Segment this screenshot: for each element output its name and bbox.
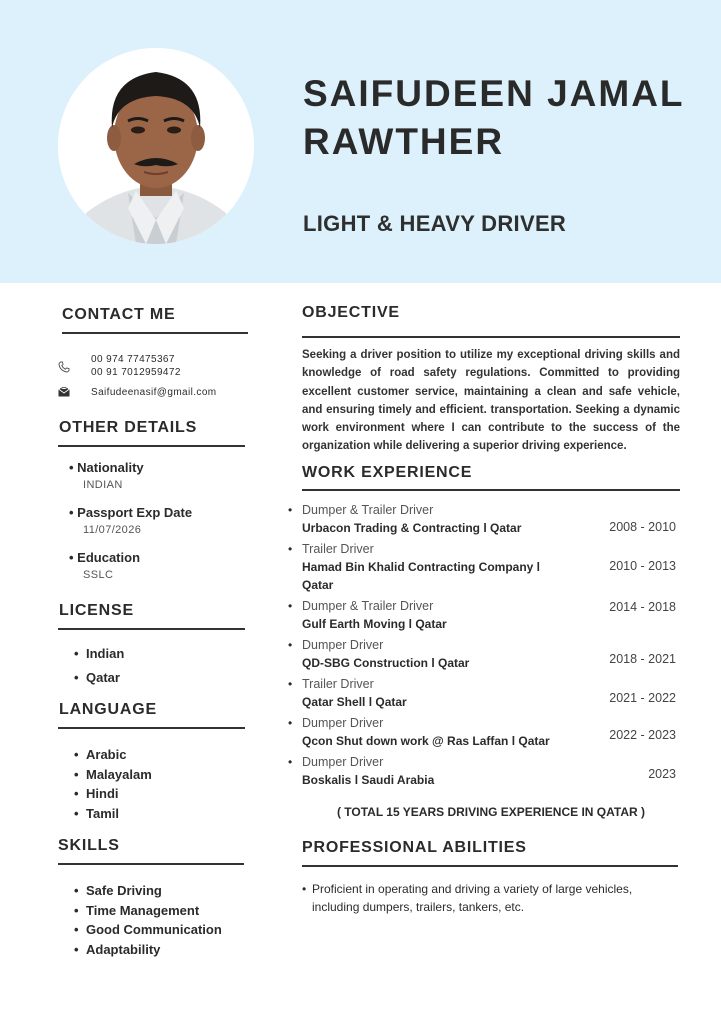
list-item: • Qatar	[72, 666, 248, 690]
job-company: Qatar Shell l Qatar	[302, 694, 407, 709]
list-item: • Good Communication	[72, 920, 248, 940]
work-experience-list	[302, 503, 680, 789]
job-years: 2023	[648, 766, 676, 781]
list-item: • Tamil	[72, 804, 248, 824]
job-company: QD-SBG Construction l Qatar	[302, 655, 470, 670]
list-item: • Hindi	[72, 784, 248, 804]
detail-label: Education	[77, 550, 141, 565]
profile-photo	[58, 48, 254, 244]
phone-number-1: 00 974 77475367	[91, 354, 175, 365]
job-company: Boskalis l Saudi Arabia	[302, 772, 435, 787]
detail-value: SSLC	[83, 569, 114, 581]
job-entry	[288, 542, 680, 594]
job-company: Qcon Shut down work @ Ras Laffan l Qatar	[302, 733, 550, 748]
job-role: LIGHT & HEAVY DRIVER	[303, 211, 567, 236]
job-company: Gulf Earth Moving l Qatar	[302, 616, 447, 631]
job-entry	[288, 677, 680, 711]
skills-title: SKILLS	[58, 837, 120, 854]
candidate-name: SAIFUDEEN JAMAL RAWTHER	[303, 73, 684, 162]
envelope-icon	[58, 387, 80, 400]
detail-item: • Nationality INDIAN	[69, 460, 248, 491]
total-experience: ( TOTAL 15 YEARS DRIVING EXPERIENCE IN QATAR )	[336, 804, 646, 819]
license-divider	[58, 628, 245, 630]
abilities-title: PROFESSIONAL ABILITIES	[302, 838, 527, 856]
job-title: • Dumper & Trailer Driver	[302, 598, 434, 613]
job-title: • Dumper Driver	[302, 715, 384, 730]
job-entry	[288, 599, 680, 633]
detail-item: • Education SSLC	[69, 550, 248, 581]
detail-label: Passport Exp Date	[77, 505, 193, 520]
detail-item: • Passport Exp Date 11/07/2026	[69, 505, 248, 536]
job-entry	[288, 503, 680, 537]
phone-number-2: 00 91 7012959472	[91, 367, 181, 378]
detail-value: INDIAN	[83, 479, 123, 491]
ability-item: • Proficient in operating and driving a variety of large vehicles, including dumpers, trailers, tankers, etc.	[302, 880, 680, 916]
job-years: 2010 - 2013	[609, 558, 676, 573]
skills-list	[58, 881, 248, 959]
list-item: • Indian	[72, 642, 248, 666]
job-years: 2021 - 2022	[609, 690, 676, 705]
job-title: • Dumper & Trailer Driver	[302, 502, 434, 517]
job-years: 2014 - 2018	[609, 599, 676, 614]
job-company: Hamad Bin Khalid Contracting Company l Qatar	[302, 559, 541, 592]
work-experience-title: WORK EXPERIENCE	[302, 463, 473, 481]
list-item: • Time Management	[72, 901, 248, 921]
job-title: • Trailer Driver	[302, 676, 374, 691]
job-company: Urbacon Trading & Contracting l Qatar	[302, 520, 522, 535]
work-experience-divider	[302, 489, 680, 491]
job-years: 2008 - 2010	[609, 519, 676, 534]
email-row	[58, 387, 248, 400]
job-entry	[288, 716, 680, 750]
contact-section	[58, 306, 248, 324]
list-item: • Malayalam	[72, 765, 248, 785]
job-entry	[288, 638, 680, 672]
email-address: Saifudeenasif@gmail.com	[91, 387, 217, 398]
job-title: • Dumper Driver	[302, 637, 384, 652]
list-item: • Arabic	[72, 745, 248, 765]
header-banner	[0, 0, 721, 283]
job-title: • Dumper Driver	[302, 754, 384, 769]
right-column	[302, 283, 680, 916]
other-details-list	[58, 460, 248, 581]
language-title: LANGUAGE	[59, 701, 157, 718]
list-item: • Adaptability	[72, 940, 248, 960]
language-divider	[58, 727, 245, 729]
phone-row	[58, 354, 248, 378]
license-title: LICENSE	[59, 602, 134, 619]
phone-icon	[58, 354, 80, 376]
objective-title: OBJECTIVE	[302, 304, 400, 321]
other-details-title: OTHER DETAILS	[59, 419, 198, 436]
language-list	[58, 745, 248, 823]
abilities-divider	[302, 865, 678, 867]
skills-divider	[58, 863, 244, 865]
contact-title: CONTACT ME	[62, 306, 176, 323]
job-years: 2018 - 2021	[609, 651, 676, 666]
job-title: • Trailer Driver	[302, 541, 374, 556]
list-item: • Safe Driving	[72, 881, 248, 901]
job-years: 2022 - 2023	[609, 727, 676, 742]
detail-label: Nationality	[77, 460, 144, 475]
left-column	[58, 283, 248, 959]
job-entry	[288, 755, 680, 789]
objective-text: Seeking a driver position to utilize my exceptional driving skills and knowledge of road safety regulations. Committed to providing excellent customer service, maintaining a clean and safe vehicle, and ensuring timely and efficient. transportation. Seeking a dynamic work environment where I can contribute to the success of the organization while delivering a superior driving experience.	[302, 349, 680, 453]
objective-divider	[302, 336, 680, 338]
license-list	[58, 642, 248, 690]
detail-value: 11/07/2026	[83, 524, 142, 536]
contact-divider	[62, 332, 248, 334]
other-details-divider	[58, 445, 245, 447]
